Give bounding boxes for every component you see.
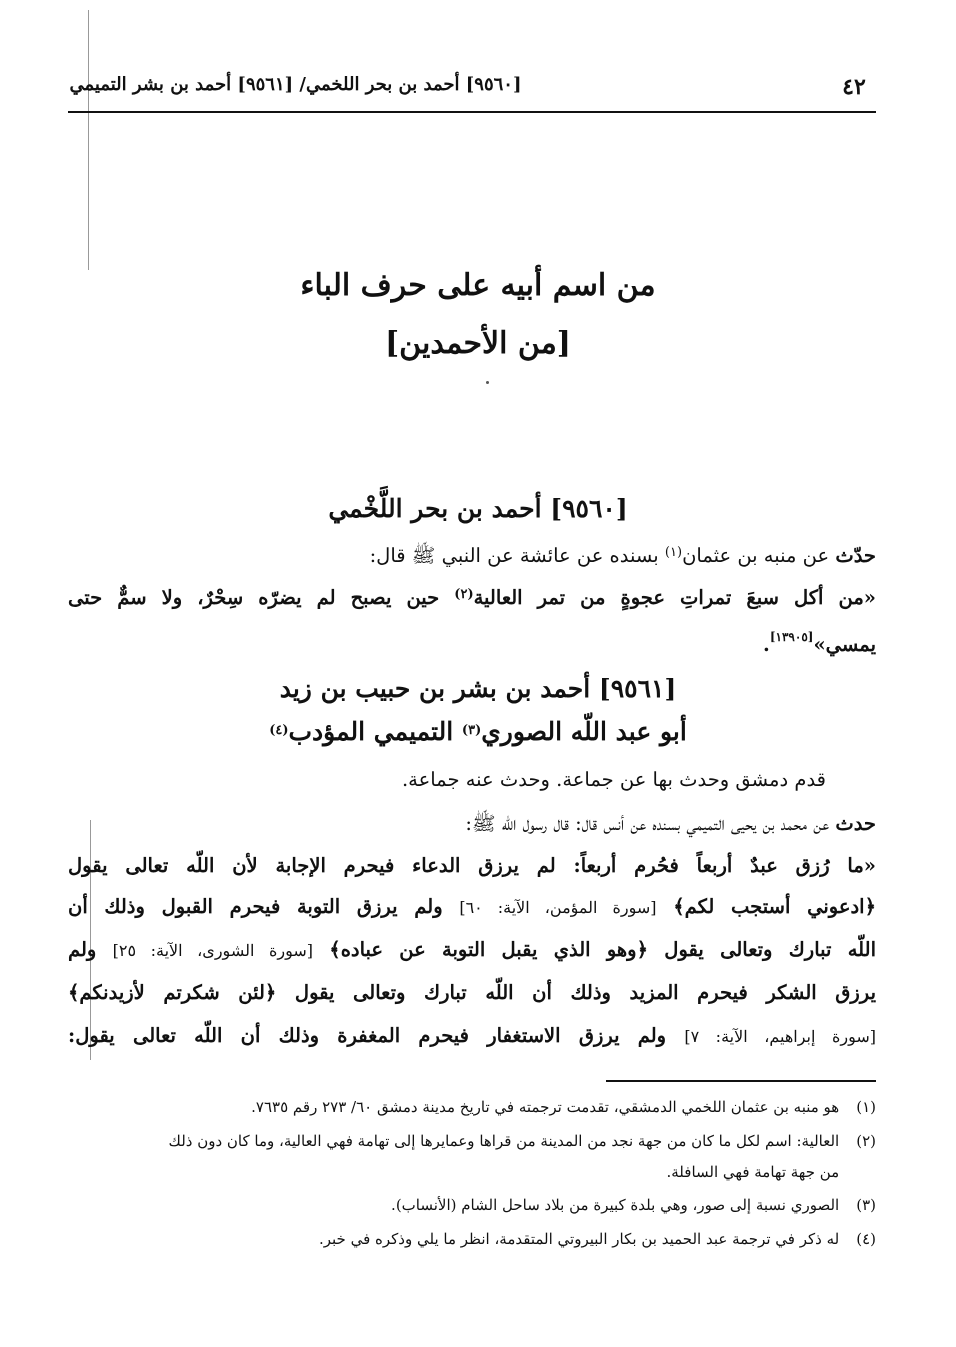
- footnote-ref-4: (٤): [269, 723, 289, 738]
- footnote-3: [68, 1196, 876, 1214]
- hadith-reference: [١٣٩٠٥]: [769, 630, 814, 644]
- surah-reference: [سورة إبراهيم، الآية: ٧]: [684, 1027, 876, 1046]
- quran-quote: ﴿ادعوني أستجب لكم﴾: [673, 895, 877, 918]
- isnad-text: عن منبه بن عثمان: [682, 544, 830, 567]
- isnad-rest: بسنده عن عائشة عن النبي ﷺ قال:: [369, 544, 659, 567]
- hadith-text-part2: حين يصبح لم يضرّه سِحْرٌ، ولا سمٌّ حتى: [68, 586, 440, 609]
- hadith-line-4: يرزق الشكر فيحرم المزيد وذلك أن اللّه تبارك وتعالى يقول ﴿لئن شكرتم لأزيدنكم﴾: [68, 981, 876, 1004]
- surah-reference: [سورة المؤمن، الآية: ٦٠]: [459, 898, 657, 917]
- footnote-number: (٣): [856, 1196, 876, 1214]
- hadith-text: اللّه تبارك وتعالى يقول: [664, 938, 876, 961]
- footnote-2-continued: [68, 1163, 876, 1181]
- kunya-name: أبو عبد اللّه الصوري: [481, 717, 687, 746]
- footnote-number: (٢): [856, 1132, 876, 1150]
- hadith-text: ولم يرزق الاستغفار فيحرم المغفرة وذلك أن اللّه تعالى يقول:: [68, 1024, 667, 1047]
- footnote-4: [68, 1230, 876, 1248]
- hadith-end-line: [68, 630, 876, 656]
- isnad-text: عن محمد بن يحيى التميمي بسنده عن أنس قال: قال رسول الله ﷺ:: [465, 812, 830, 835]
- footnote-2: [68, 1132, 876, 1150]
- entry-heading-9561: [٩٥٦١] أحمد بن بشر بن حبيب بن زيد: [279, 674, 677, 703]
- footnote-number: (١): [856, 1098, 876, 1116]
- footnote-text: هو منبه بن عثمان اللخمي الدمشقي، تقدمت ترجمته في تاريخ مدينة دمشق ٦٠/ ٢٧٣ رقم ٧٦٣٥.: [251, 1098, 840, 1116]
- entry-heading-9560: [٩٥٦٠] أحمد بن بحر اللَّخْمي: [328, 494, 628, 523]
- page-number: ٤٢: [842, 74, 866, 100]
- gutter-line: [88, 10, 89, 270]
- footnote-text: العالية: اسم لكل ما كان من جهة نجد من المدينة من قراها وعمايرها إلى تهامة فهي العالية، وما كان دون ذلك: [168, 1132, 840, 1150]
- hadith-text: ولم: [68, 938, 97, 961]
- end-dot: .: [763, 633, 770, 656]
- footnote-ref-2: (٢): [454, 587, 474, 602]
- surah-reference: [سورة الشورى، الآية: ٢٥]: [112, 941, 313, 960]
- footnote-ref-1: (١): [664, 545, 683, 560]
- hadith-text-part1: «من أكل سبعَ تمراتِ عجوةٍ من تمر العالية: [473, 586, 876, 609]
- quran-quote: ﴿وهو الذي يقبل التوبة عن عباده﴾: [329, 938, 649, 961]
- isnad-keyword: حدّث: [835, 544, 876, 567]
- footnote-text: الصوري نسبة إلى صور، وهي بلدة كبيرة من بلاد ساحل الشام (الأنساب).: [391, 1196, 840, 1214]
- hadith-line: [68, 586, 876, 609]
- footnote-text: له ذكر في ترجمة عبد الحميد بن بكار البيروتي المتقدمة، انظر ما يلي وذكره في خبر.: [318, 1230, 840, 1248]
- hadith-line-5: [68, 1024, 876, 1047]
- hadith-line-2: [68, 895, 876, 918]
- header-rule: [68, 111, 876, 113]
- isnad-line-2: [68, 812, 876, 840]
- section-subtitle: [من الأحمدين]: [384, 326, 571, 361]
- hadith-line-1: «ما رُزق عبدٌ أربعاً فحُرم أربعاً: لم يرزق الدعاء فيحرم الإجابة لأن اللّه تعالى يقول: [68, 854, 876, 877]
- footnote-ref-3: (٣): [461, 723, 482, 738]
- isnad-keyword: حدث: [835, 812, 876, 835]
- nisba-name: التميمي المؤدب: [288, 717, 454, 746]
- section-title: من اسم أبيه على حرف الباء: [300, 268, 656, 303]
- hadith-end: يمسي»: [813, 633, 876, 656]
- running-title: [٩٥٦٠] أحمد بن بحر اللخمي/ [٩٥٦١] أحمد بن بشر التميمي: [69, 74, 522, 95]
- entry-heading-9561-line2: [120, 717, 836, 746]
- footnote-1: [68, 1098, 876, 1116]
- footnote-number: (٤): [856, 1230, 876, 1248]
- intro-line: قدم دمشق وحدث بها عن جماعة. وحدث عنه جماعة.: [401, 768, 826, 791]
- footnote-text: من جهة تهامة فهي السافلة.: [666, 1163, 840, 1181]
- footnote-rule: [606, 1080, 876, 1082]
- isnad-line: [68, 544, 876, 572]
- hadith-line-3: [68, 938, 876, 961]
- hadith-text: ولم يرزق التوبة فيحرم القبول وذلك أن: [68, 895, 443, 918]
- ink-dot: [486, 381, 489, 384]
